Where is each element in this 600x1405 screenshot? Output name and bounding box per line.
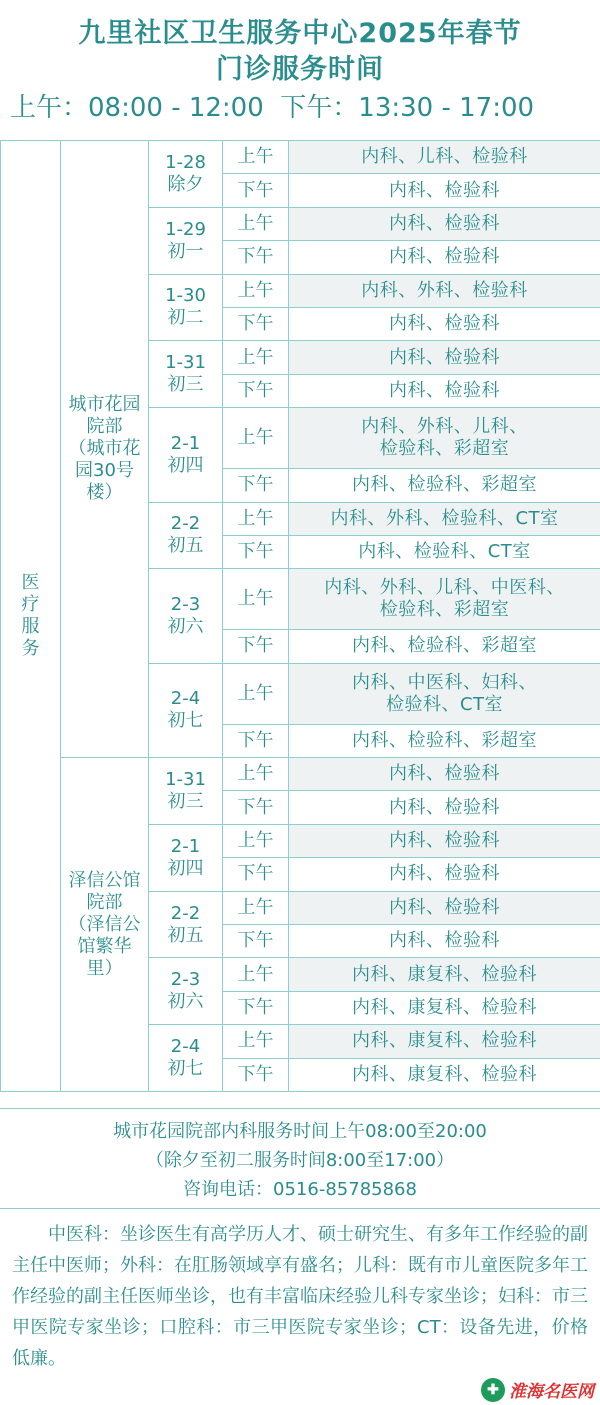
departments-cell [289, 791, 600, 824]
departments-cell [289, 1025, 600, 1058]
category-char: 医 [21, 571, 40, 593]
departments-line: 内科、检验科、CT室 [358, 541, 531, 563]
campus-name-line: 院部 [86, 416, 123, 438]
date-cell [149, 207, 223, 274]
morning-label: 上午 [223, 891, 289, 924]
afternoon-label: 下午 [223, 1058, 289, 1091]
departments-line: 内科、检验科 [389, 313, 500, 335]
watermark-logo [481, 1377, 594, 1402]
departments-line: 检验科、CT室 [385, 693, 504, 715]
departments-line: 内科、外科、检验科 [361, 279, 528, 301]
departments-line: 内科、康复科、检验科 [352, 963, 537, 985]
morning-label: 上午 [223, 141, 289, 174]
departments-cell [289, 341, 600, 374]
date-label: 2-3 [170, 593, 201, 615]
campus-name-line: 院部 [86, 891, 123, 913]
departments-cell [289, 663, 600, 724]
campus-name [61, 758, 149, 1092]
morning-label: 上午 [223, 824, 289, 857]
morning-label: 上午 [223, 569, 289, 630]
campus-name [61, 141, 149, 758]
afternoon-label: 下午 [223, 535, 289, 568]
departments-line: 内科、中医科、妇科、 [352, 671, 537, 693]
date-cell [149, 141, 223, 208]
afternoon-label: 下午 [223, 925, 289, 958]
lunar-day-label: 初六 [167, 991, 204, 1013]
date-cell [149, 824, 223, 891]
category-char: 务 [21, 637, 40, 659]
campus-name-line: 里） [86, 957, 123, 979]
date-label: 2-2 [170, 902, 201, 924]
medical-cross-icon: ✚ [481, 1378, 505, 1402]
schedule-row [1, 141, 600, 174]
date-cell [149, 502, 223, 569]
date-label: 1-28 [165, 151, 206, 173]
lunar-day-label: 初四 [167, 454, 204, 476]
afternoon-label: 下午 [223, 858, 289, 891]
lunar-day-label: 初六 [167, 615, 204, 637]
departments-cell [289, 630, 600, 663]
date-label: 2-1 [170, 432, 201, 454]
date-cell [149, 1025, 223, 1092]
lunar-day-label: 初四 [167, 857, 204, 879]
departments-cell [289, 958, 600, 991]
afternoon-label: 下午 [223, 630, 289, 663]
page-header [0, 0, 600, 130]
afternoon-label: 下午 [223, 791, 289, 824]
page-title: 九里社区卫生服务中心2025年春节 [78, 18, 522, 49]
departments-line: 内科、康复科、检验科 [352, 1030, 537, 1052]
date-label: 2-4 [170, 1036, 201, 1058]
afternoon-label: 下午 [223, 241, 289, 274]
lunar-day-label: 初一 [167, 240, 204, 262]
afternoon-label: 下午 [223, 724, 289, 757]
departments-cell [289, 469, 600, 502]
lunar-day-label: 初三 [167, 790, 204, 812]
date-cell [149, 891, 223, 958]
departments-line: 内科、康复科、检验科 [352, 997, 537, 1018]
lunar-day-label: 初七 [167, 1058, 204, 1080]
departments-cell [289, 274, 600, 307]
departments-cell [289, 724, 600, 757]
departments-line: 检验科、彩超室 [379, 438, 510, 460]
lunar-day-label: 初二 [167, 307, 204, 329]
departments-line: 内科、检验科 [389, 379, 500, 401]
departments-line: 内科、检验科 [389, 346, 500, 368]
date-cell [149, 569, 223, 663]
schedule-table [0, 140, 600, 1092]
date-label: 1-31 [165, 352, 206, 374]
date-cell [149, 341, 223, 408]
departments-cell [289, 374, 600, 407]
departments-line: 内科、检验科、彩超室 [352, 729, 537, 751]
date-label: 2-3 [170, 969, 201, 991]
departments-cell [289, 408, 600, 469]
morning-label: 上午 [223, 207, 289, 240]
departments-line: 内科、检验科、彩超室 [352, 474, 537, 496]
schedule-row [1, 758, 600, 791]
departments-line: 内科、检验科 [389, 246, 500, 268]
date-cell [149, 663, 223, 757]
date-label: 2-4 [170, 688, 201, 710]
campus-name-line: 城市花园 [68, 394, 141, 416]
morning-label: 上午 [223, 341, 289, 374]
date-label: 2-1 [170, 835, 201, 857]
category-cell [1, 141, 61, 1092]
watermark-text: 淮海名医网 [509, 1382, 594, 1402]
morning-label: 上午 [223, 1025, 289, 1058]
campus-name-line: 馆繁华 [77, 935, 132, 957]
campus-name-line: （泽信公 [68, 913, 141, 935]
departments-cell [289, 758, 600, 791]
departments-cell [289, 535, 600, 568]
campus-name-line: 楼） [86, 482, 123, 504]
date-cell [149, 274, 223, 341]
departments-cell [289, 569, 600, 630]
departments-cell [289, 858, 600, 891]
campus-name-line: 园30号 [75, 460, 134, 482]
morning-label: 上午 [223, 758, 289, 791]
date-cell [149, 958, 223, 1025]
morning-label: 上午 [223, 274, 289, 307]
departments-cell [289, 991, 600, 1024]
departments-line: 内科、检验科 [389, 863, 500, 885]
departments-cell [289, 241, 600, 274]
internal-med-hours: 城市花园院部内科服务时间上午08:00至20:00 [113, 1121, 487, 1142]
holiday-hours-note: （除夕至初二服务时间8:00至17:00） [145, 1150, 455, 1171]
morning-label: 上午 [223, 958, 289, 991]
departments-cell [289, 925, 600, 958]
morning-label: 上午 [223, 408, 289, 469]
departments-cell [289, 174, 600, 207]
departments-line: 内科、外科、儿科、 [361, 416, 528, 438]
departments-cell [289, 502, 600, 535]
campus-name-line: 泽信公馆 [68, 869, 141, 891]
afternoon-label: 下午 [223, 991, 289, 1024]
departments-cell [289, 1058, 600, 1091]
lunar-day-label: 初七 [167, 710, 204, 732]
afternoon-label: 下午 [223, 469, 289, 502]
afternoon-label: 下午 [223, 174, 289, 207]
department-description: 中医科：坐诊医生有高学历人才、硕士研究生、有多年工作经验的副主任中医师；外科：在肛肠领域享有盛名；儿科：既有市儿童医院多年工作经验的副主任医师坐诊，也有丰富临床经验儿科专家坐诊；妇科：市三甲医院专家坐诊；口腔科：市三甲医院专家坐诊；CT：设备先进，价格低廉。 [0, 1208, 600, 1388]
afternoon-label: 下午 [223, 374, 289, 407]
date-label: 1-31 [165, 768, 206, 790]
departments-line: 内科、检验科 [389, 930, 500, 952]
departments-cell [289, 207, 600, 240]
departments-cell [289, 141, 600, 174]
morning-label: 上午 [223, 663, 289, 724]
date-label: 1-30 [165, 285, 206, 307]
departments-line: 内科、外科、检验科、CT室 [330, 507, 559, 529]
lunar-day-label: 初三 [167, 374, 204, 396]
info-block [0, 1108, 600, 1208]
departments-cell [289, 307, 600, 340]
date-label: 2-2 [170, 513, 201, 535]
consult-phone: 咨询电话：0516-85785868 [183, 1179, 417, 1200]
departments-line: 内科、检验科 [389, 212, 500, 234]
lunar-day-label: 初五 [167, 535, 204, 557]
date-cell [149, 408, 223, 502]
departments-line: 检验科、彩超室 [379, 599, 510, 621]
departments-line: 内科、检验科 [389, 763, 500, 785]
service-hours: 上午：08:00 - 12:00 下午：13:30 - 17:00 [10, 93, 535, 123]
departments-line: 内科、检验科 [389, 179, 500, 201]
departments-line: 内科、检验科 [389, 896, 500, 918]
lunar-day-label: 除夕 [167, 173, 204, 195]
date-label: 1-29 [165, 218, 206, 240]
departments-line: 内科、检验科 [389, 796, 500, 818]
date-cell [149, 758, 223, 825]
departments-cell [289, 891, 600, 924]
campus-name-line: （城市花 [68, 438, 141, 460]
category-char: 疗 [21, 593, 40, 615]
departments-cell [289, 824, 600, 857]
departments-line: 内科、检验科、彩超室 [352, 635, 537, 657]
afternoon-label: 下午 [223, 307, 289, 340]
morning-label: 上午 [223, 502, 289, 535]
departments-line: 内科、康复科、检验科 [352, 1063, 537, 1085]
departments-line: 内科、外科、儿科、中医科、 [324, 577, 565, 599]
departments-line: 内科、检验科 [389, 830, 500, 852]
departments-line: 内科、儿科、检验科 [361, 146, 528, 168]
page-subtitle: 门诊服务时间 [216, 54, 384, 85]
category-char: 服 [21, 615, 40, 637]
lunar-day-label: 初五 [167, 924, 204, 946]
